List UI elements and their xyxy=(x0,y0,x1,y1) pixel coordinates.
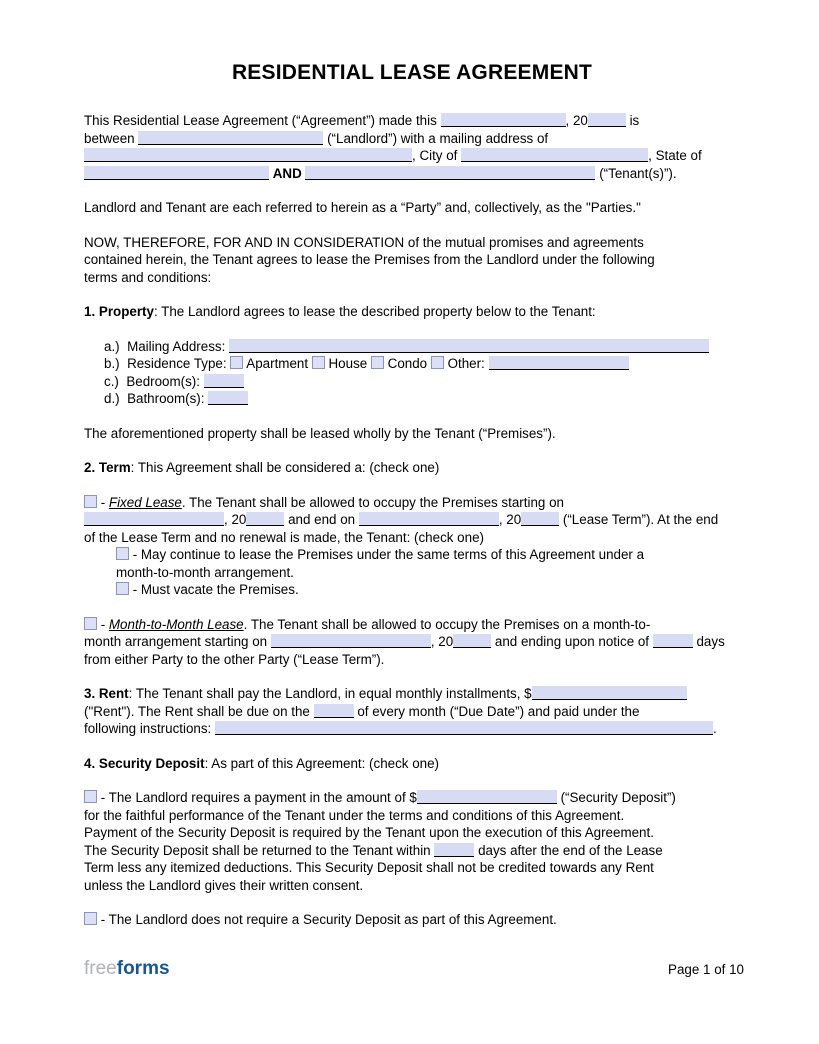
deposit-required-line-5 xyxy=(84,859,740,877)
text-run: 3. Rent xyxy=(84,686,129,701)
lease-agreement-page xyxy=(84,60,740,929)
must-vacate-line xyxy=(84,581,740,599)
property-item-c xyxy=(84,373,740,391)
blank-tenant-names[interactable] xyxy=(305,166,595,180)
text-run: 4. Security Deposit xyxy=(84,755,205,771)
intro-line-2 xyxy=(84,130,740,148)
section-4-security-deposit xyxy=(84,755,740,773)
text-run: Payment of the Security Deposit is required by the Tenant upon the execution of this Agreement. xyxy=(84,825,654,840)
text-run: contained herein, the Tenant agrees to lease the Premises from the Landlord under the following xyxy=(84,252,655,267)
text-run: of every month (“Due Date”) and paid under the xyxy=(353,703,640,719)
text-run: for the faithful performance of the Tenant under the terms and conditions of this Agreement. xyxy=(84,807,625,823)
text-run: unless the Landlord gives their written consent. xyxy=(84,877,364,893)
deposit-required-line-4 xyxy=(84,842,740,860)
text-run: between xyxy=(84,130,139,146)
blank-fixed-end-date[interactable] xyxy=(359,512,499,526)
checkbox-condo[interactable] xyxy=(371,356,384,369)
text-run: : This Agreement shall be considered a: (check one) xyxy=(130,460,440,475)
section-3-rent-line-1 xyxy=(84,685,740,703)
text-run: Landlord and Tenant are each referred to herein as a “Party” and, collectively, as the "Parties." xyxy=(84,200,641,215)
blank-fixed-start-date[interactable] xyxy=(84,512,224,526)
text-run: This Residential Lease Agreement (“Agreement”) made this xyxy=(84,113,441,128)
blank-property-mailing-address[interactable] xyxy=(229,339,709,353)
checkbox-no-security-deposit[interactable] xyxy=(84,912,97,925)
text-run: days after the end of the Lease xyxy=(474,842,663,858)
text-run: and end on xyxy=(284,512,359,527)
text-run: c.) Bedroom(s): xyxy=(104,373,204,389)
freeforms-logo xyxy=(84,958,170,980)
blank-agreement-year[interactable] xyxy=(588,113,626,127)
rent-line-2 xyxy=(84,703,740,721)
blank-bedrooms[interactable] xyxy=(204,374,244,388)
text-run: (“Lease Term”). At the end xyxy=(559,512,719,527)
text-run: - Must vacate the Premises. xyxy=(129,582,299,597)
blank-agreement-day[interactable] xyxy=(441,113,566,127)
text-run: is xyxy=(625,113,640,128)
premises-line xyxy=(84,425,740,443)
blank-fixed-start-year[interactable] xyxy=(246,512,284,526)
blank-rent-due-day[interactable] xyxy=(314,704,354,718)
text-run: The Security Deposit shall be returned to the Tenant within xyxy=(84,842,435,858)
text-run: . The Tenant shall be allowed to occupy the Premises starting on xyxy=(181,494,564,510)
text-run: House xyxy=(324,356,371,371)
fixed-lease-line-3 xyxy=(84,529,740,547)
text-run: a.) Mailing Address: xyxy=(104,338,230,354)
checkbox-fixed-lease[interactable] xyxy=(84,495,97,508)
fixed-lease-line-2 xyxy=(84,511,740,529)
checkbox-month-to-month[interactable] xyxy=(84,617,97,630)
may-continue-line-2 xyxy=(84,564,740,582)
checkbox-other[interactable] xyxy=(431,356,444,369)
text-run: (“Tenant(s)”). xyxy=(595,165,677,181)
text-run: month-to-month arrangement. xyxy=(116,564,294,580)
blank-security-return-days[interactable] xyxy=(434,843,474,857)
text-run: of the Lease Term and no renewal is made, the Tenant: (check one) xyxy=(84,529,484,545)
text-run: , City of xyxy=(412,148,462,163)
parties-line xyxy=(84,199,740,217)
text-run: - xyxy=(97,494,109,510)
m2m-line-3 xyxy=(84,651,740,669)
text-run: : As part of this Agreement: (check one) xyxy=(204,755,440,771)
checkbox-apartment[interactable] xyxy=(230,356,243,369)
text-run: , 20 xyxy=(224,512,247,527)
text-run: Month-to-Month Lease xyxy=(108,616,244,632)
no-deposit-line xyxy=(84,911,740,929)
may-continue-line-1 xyxy=(84,546,740,564)
property-item-b xyxy=(84,355,740,373)
fixed-lease-line-1 xyxy=(84,494,740,512)
deposit-required-line-3 xyxy=(84,824,740,842)
checkbox-must-vacate[interactable] xyxy=(116,582,129,595)
text-run: (“Security Deposit”) xyxy=(556,790,676,805)
m2m-line-2 xyxy=(84,633,740,651)
property-item-a xyxy=(84,338,740,356)
checkbox-house[interactable] xyxy=(312,356,325,369)
text-run: Term less any itemized deductions. This Security Deposit shall not be credited towards any Rent xyxy=(84,860,654,875)
property-item-d xyxy=(84,390,740,408)
text-run: . The Tenant shall be allowed to occupy the Premises on a month-to- xyxy=(243,616,651,632)
page-footer xyxy=(84,958,744,980)
blank-bathrooms[interactable] xyxy=(208,391,248,405)
text-run: , 20 xyxy=(565,113,588,128)
text-run: following instructions: xyxy=(84,721,215,736)
text-run: 2. Term xyxy=(84,460,131,475)
consideration-line-2 xyxy=(84,251,740,269)
document-body xyxy=(84,112,740,929)
section-1-property xyxy=(84,303,740,321)
text-run: d.) Bathroom(s): xyxy=(104,391,209,406)
text-run: The aforementioned property shall be leased wholly by the Tenant (“Premises”). xyxy=(84,425,556,441)
text-run: - May continue to lease the Premises under the same terms of this Agreement under a xyxy=(129,547,645,562)
blank-payment-instructions[interactable] xyxy=(215,721,713,735)
section-2-term xyxy=(84,459,740,477)
logo-text-free: free xyxy=(84,958,117,979)
text-run: . xyxy=(713,721,717,736)
text-run: - The Landlord does not require a Security Deposit as part of this Agreement. xyxy=(97,912,557,927)
deposit-required-line-6 xyxy=(84,877,740,895)
checkbox-security-deposit-required[interactable] xyxy=(84,790,97,803)
text-run: ("Rent"). The Rent shall be due on the xyxy=(84,703,314,719)
intro-line-4 xyxy=(84,165,740,183)
text-run: days xyxy=(692,634,725,649)
text-run: 1. Property xyxy=(84,304,154,319)
text-run: (“Landlord”) with a mailing address of xyxy=(323,130,549,146)
blank-landlord-state[interactable] xyxy=(84,166,269,180)
blank-landlord-city[interactable] xyxy=(461,148,648,162)
text-run: : The Tenant shall pay the Landlord, in equal monthly installments, $ xyxy=(128,686,532,701)
text-run: Fixed Lease xyxy=(108,494,182,510)
text-run: and ending upon notice of xyxy=(491,634,653,649)
text-run: : The Landlord agrees to lease the described property below to the Tenant: xyxy=(153,304,596,319)
deposit-required-line-2 xyxy=(84,807,740,825)
text-run: , 20 xyxy=(430,634,454,649)
blank-m2m-start-date[interactable] xyxy=(271,634,431,648)
text-run: , 20 xyxy=(498,512,522,527)
consideration-line-3 xyxy=(84,269,740,287)
blank-m2m-notice-days[interactable] xyxy=(653,634,693,648)
text-run: - xyxy=(97,616,109,632)
text-run: month arrangement starting on xyxy=(84,634,271,649)
checkbox-may-continue[interactable] xyxy=(116,547,129,560)
consideration-line-1 xyxy=(84,234,740,252)
logo-text-forms: forms xyxy=(116,958,170,979)
blank-other-residence-type[interactable] xyxy=(489,356,629,370)
blank-rent-amount[interactable] xyxy=(532,686,687,700)
text-run: AND xyxy=(272,165,302,181)
text-run: terms and conditions: xyxy=(84,269,212,285)
intro-line-3 xyxy=(84,147,740,165)
text-run: NOW, THEREFORE, FOR AND IN CONSIDERATION of the mutual promises and agreements xyxy=(84,234,644,250)
blank-security-deposit-amount[interactable] xyxy=(417,790,557,804)
intro-line-1 xyxy=(84,112,740,130)
text-run: from either Party to the other Party (“Lease Term”). xyxy=(84,651,385,667)
text-run: - The Landlord requires a payment in the amount of $ xyxy=(97,790,417,805)
text-run: Other: xyxy=(443,356,489,371)
blank-landlord-address[interactable] xyxy=(84,148,412,162)
text-run: , State of xyxy=(648,148,702,163)
text-run: Condo xyxy=(383,356,431,371)
blank-m2m-start-year[interactable] xyxy=(453,634,491,648)
text-run: Apartment xyxy=(243,356,312,371)
m2m-line-1 xyxy=(84,616,740,634)
rent-line-3 xyxy=(84,720,740,738)
deposit-required-line-1 xyxy=(84,789,740,807)
page-number: Page 1 of 10 xyxy=(668,962,744,977)
blank-landlord-name[interactable] xyxy=(138,131,323,145)
blank-fixed-end-year[interactable] xyxy=(521,512,559,526)
text-run: b.) Residence Type: xyxy=(104,356,231,371)
document-title: RESIDENTIAL LEASE AGREEMENT xyxy=(231,61,593,84)
